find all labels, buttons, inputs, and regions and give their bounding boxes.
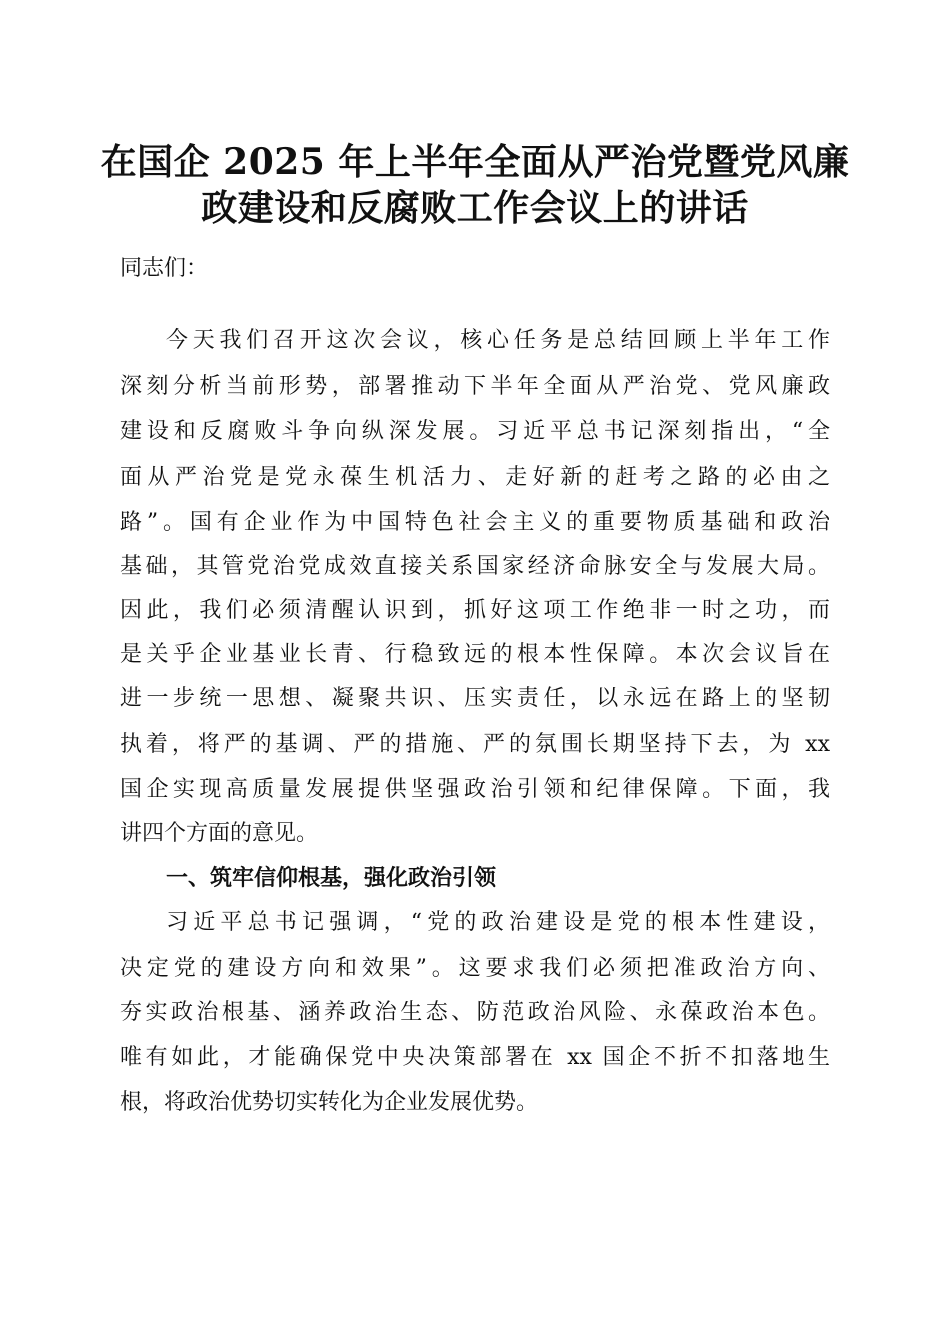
paragraph-1-line-4: 面从严治党是党永葆生机活力、走好新的赶考之路的必由之 [120, 465, 830, 490]
paragraph-1-line-12: 讲四个方面的意见。 [120, 821, 319, 846]
paragraph-1-line-5: 路”。国有企业作为中国特色社会主义的重要物质基础和政治 [120, 510, 830, 535]
salutation: 同志们： [120, 256, 209, 281]
paragraph-2-line-1: 习近平总书记强调，“党的政治建设是党的根本性建设， [166, 910, 830, 935]
paragraph-2-line-2: 决定党的建设方向和效果”。这要求我们必须把准政治方向、 [120, 956, 830, 981]
document-title-line-1: 在国企 2025 年上半年全面从严治党暨党风廉 [100, 141, 850, 183]
paragraph-1-line-6: 基础，其管党治党成效直接关系国家经济命脉安全与发展大局。 [120, 554, 830, 579]
paragraph-1-line-9: 进一步统一思想、凝聚共识、压实责任，以永远在路上的坚韧 [120, 686, 830, 711]
paragraph-2-line-5: 根，将政治优势切实转化为企业发展优势。 [120, 1090, 539, 1115]
section-1-heading: 一、筑牢信仰根基，强化政治引领 [166, 866, 497, 891]
paragraph-1-line-3: 建设和反腐败斗争向纵深发展。习近平总书记深刻指出，“全 [120, 419, 830, 444]
document-title-line-2: 政建设和反腐败工作会议上的讲话 [201, 187, 749, 229]
paragraph-1-line-10: 执着，将严的基调、严的措施、严的氛围长期坚持下去，为 xx [120, 732, 830, 757]
paragraph-1-line-2: 深刻分析当前形势，部署推动下半年全面从严治党、党风廉政 [120, 374, 830, 399]
paragraph-1-line-11: 国企实现高质量发展提供坚强政治引领和纪律保障。下面，我 [120, 777, 830, 802]
paragraph-1-line-1: 今天我们召开这次会议，核心任务是总结回顾上半年工作 [166, 328, 830, 353]
paragraph-2-line-3: 夯实政治根基、涵养政治生态、防范政治风险、永葆政治本色。 [120, 1000, 830, 1025]
paragraph-2-line-4: 唯有如此，才能确保党中央决策部署在 xx 国企不折不扣落地生 [120, 1045, 830, 1070]
paragraph-1-line-8: 是关乎企业基业长青、行稳致远的根本性保障。本次会议旨在 [120, 642, 830, 667]
paragraph-1-line-7: 因此，我们必须清醒认识到，抓好这项工作绝非一时之功，而 [120, 598, 830, 623]
